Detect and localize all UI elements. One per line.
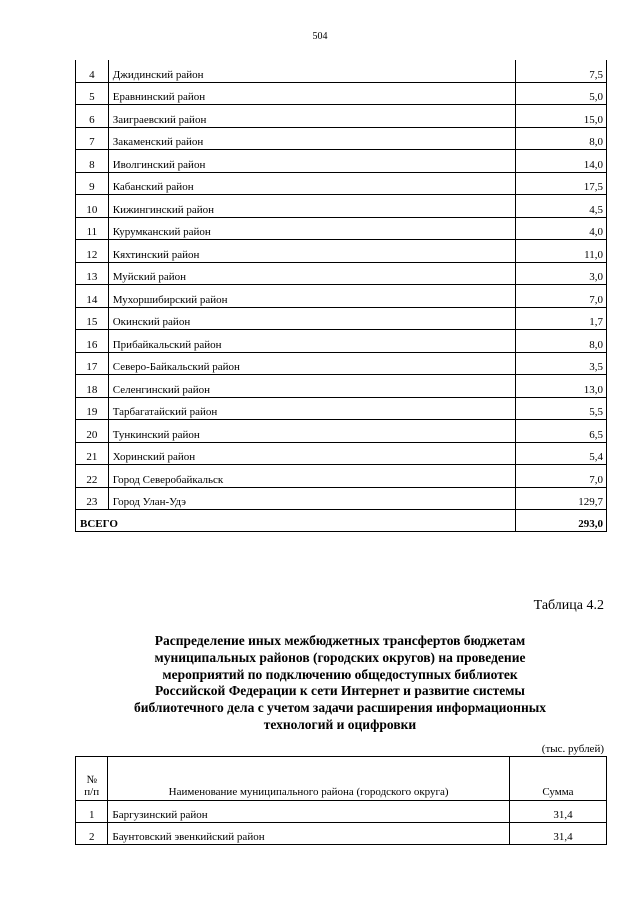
row-value: 6,5 (515, 420, 606, 443)
row-num: 8 (76, 150, 109, 173)
table-row (76, 82, 607, 105)
header-num-line1: № (86, 774, 97, 786)
table-caption: Таблица 4.2 (533, 598, 604, 613)
row-num: 10 (76, 195, 109, 218)
row-name: Мухоршибирский район (108, 285, 515, 308)
row-name: Селенгинский район (108, 375, 515, 398)
row-name: Баргузинский район (108, 801, 510, 823)
row-value: 5,4 (515, 442, 606, 465)
table-row (76, 195, 607, 218)
heading-line: муниципальных районов (городских округов) на проведение (154, 649, 526, 665)
table-row (76, 801, 607, 823)
row-num: 23 (76, 487, 109, 510)
row-name: Северо-Байкальский район (108, 352, 515, 375)
row-value: 31,4 (509, 801, 606, 823)
table-heading (90, 633, 590, 734)
row-num: 2 (76, 823, 108, 845)
row-name: Заиграевский район (108, 105, 515, 128)
row-value: 4,5 (515, 195, 606, 218)
table-row (76, 420, 607, 443)
row-num: 7 (76, 127, 109, 150)
table-row (76, 375, 607, 398)
total-row (76, 510, 607, 532)
row-value: 1,7 (515, 307, 606, 330)
row-name: Кабанский район (108, 172, 515, 195)
row-num: 14 (76, 285, 109, 308)
row-value: 129,7 (515, 487, 606, 510)
row-name: Закаменский район (108, 127, 515, 150)
row-value: 5,0 (515, 82, 606, 105)
header-row (76, 757, 607, 801)
row-num: 6 (76, 105, 109, 128)
row-name: Баунтовский эвенкийский район (108, 823, 510, 845)
heading-line: библиотечного дела с учетом задачи расширения информационных (133, 700, 547, 716)
page-number: 504 (312, 31, 328, 42)
table-row (76, 352, 607, 375)
table-row (76, 172, 607, 195)
row-value: 7,0 (515, 465, 606, 488)
row-num: 22 (76, 465, 109, 488)
table-row (76, 487, 607, 510)
table-row (76, 442, 607, 465)
row-value: 15,0 (515, 105, 606, 128)
row-num: 4 (76, 60, 109, 82)
row-num: 21 (76, 442, 109, 465)
table-row (76, 823, 607, 845)
heading-line: Распределение иных межбюджетных трансфертов бюджетам (154, 633, 526, 648)
total-value: 293,0 (515, 510, 606, 532)
row-value: 4,0 (515, 217, 606, 240)
table-row (76, 262, 607, 285)
row-value: 11,0 (515, 240, 606, 263)
heading-line: технологий и оцифровки (263, 716, 417, 732)
row-name: Кяхтинский район (108, 240, 515, 263)
table-row (76, 307, 607, 330)
table-row (76, 127, 607, 150)
table-row (76, 60, 607, 82)
row-name: Город Северобайкальск (108, 465, 515, 488)
row-value: 8,0 (515, 330, 606, 353)
row-num: 16 (76, 330, 109, 353)
row-value: 17,5 (515, 172, 606, 195)
header-value: Сумма (509, 757, 606, 801)
row-num: 17 (76, 352, 109, 375)
row-num: 20 (76, 420, 109, 443)
heading-line: Российской Федерации к сети Интернет и развитие системы (155, 683, 525, 699)
row-name: Хоринский район (108, 442, 515, 465)
table-row (76, 330, 607, 353)
row-value: 31,4 (509, 823, 606, 845)
table-row (76, 465, 607, 488)
row-name: Кижингинский район (108, 195, 515, 218)
allocation-table-continued (75, 60, 607, 532)
unit-note: (тыс. рублей) (541, 743, 604, 755)
row-num: 15 (76, 307, 109, 330)
row-name: Прибайкальский район (108, 330, 515, 353)
row-value: 13,0 (515, 375, 606, 398)
table-row (76, 217, 607, 240)
row-name: Иволгинский район (108, 150, 515, 173)
row-value: 8,0 (515, 127, 606, 150)
row-name: Еравнинский район (108, 82, 515, 105)
row-num: 5 (76, 82, 109, 105)
row-name: Джидинский район (108, 60, 515, 82)
row-num: 13 (76, 262, 109, 285)
heading-line: мероприятий по подключению общедоступных библиотек (162, 666, 518, 682)
row-num: 11 (76, 217, 109, 240)
table-body (76, 60, 607, 510)
row-num: 1 (76, 801, 108, 823)
row-name: Тарбагатайский район (108, 397, 515, 420)
row-value: 7,0 (515, 285, 606, 308)
total-label: ВСЕГО (76, 510, 516, 532)
table-row (76, 150, 607, 173)
row-name: Тункинский район (108, 420, 515, 443)
allocation-table-4-2 (75, 756, 607, 845)
row-num: 18 (76, 375, 109, 398)
header-name: Наименование муниципального района (городского округа) (108, 757, 510, 801)
row-num: 19 (76, 397, 109, 420)
header-num (76, 757, 108, 801)
table-row (76, 397, 607, 420)
table-row (76, 105, 607, 128)
row-name: Курумканский район (108, 217, 515, 240)
row-num: 12 (76, 240, 109, 263)
row-value: 7,5 (515, 60, 606, 82)
row-name: Город Улан-Удэ (108, 487, 515, 510)
table-row (76, 285, 607, 308)
header-num-line2: п/п (84, 786, 100, 798)
row-name: Муйский район (108, 262, 515, 285)
row-value: 3,0 (515, 262, 606, 285)
row-value: 5,5 (515, 397, 606, 420)
row-value: 14,0 (515, 150, 606, 173)
row-num: 9 (76, 172, 109, 195)
row-name: Окинский район (108, 307, 515, 330)
row-value: 3,5 (515, 352, 606, 375)
table-row (76, 240, 607, 263)
